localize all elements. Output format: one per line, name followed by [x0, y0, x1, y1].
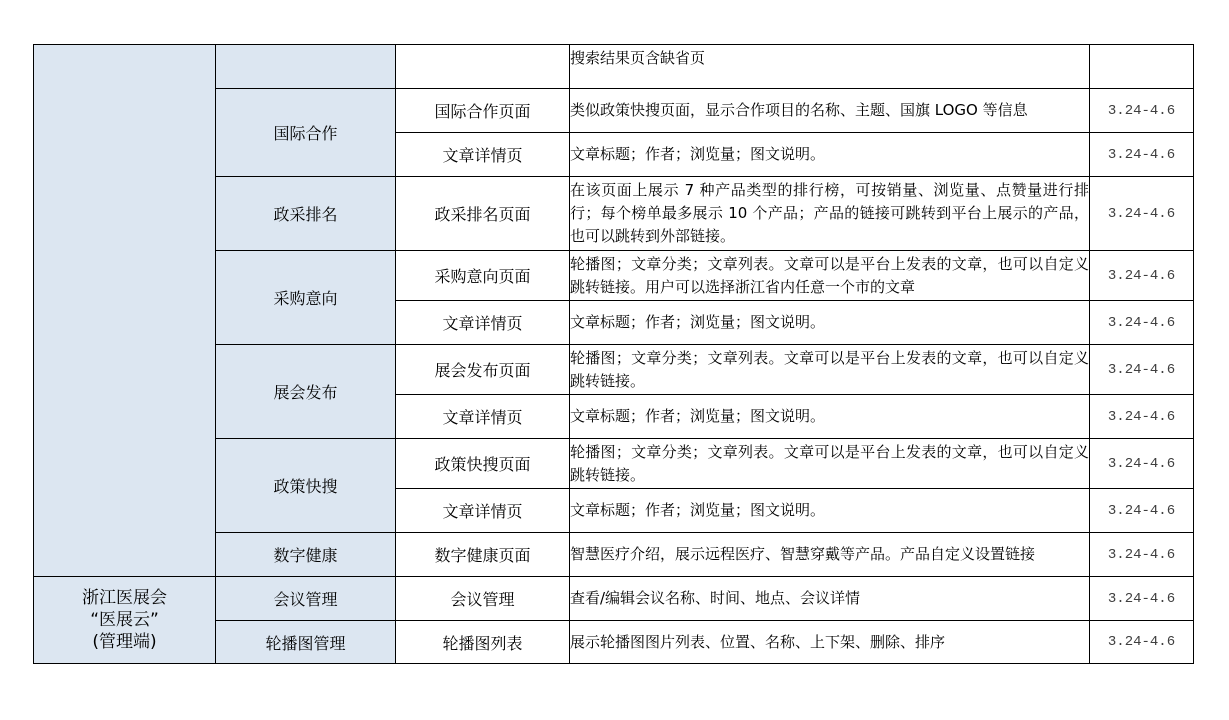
page-name-cell: 会议管理: [396, 577, 570, 621]
description-cell: 文章标题；作者；浏览量；图文说明。: [570, 133, 1090, 177]
description-cell: 搜索结果页含缺省页: [570, 45, 1090, 89]
page-name-cell: 政策快搜页面: [396, 439, 570, 489]
schedule-cell: 3.24-4.6: [1090, 577, 1194, 621]
page-name-cell: 政采排名页面: [396, 177, 570, 251]
platform-name-line: 浙江医展会: [82, 588, 167, 608]
page-name-cell: 国际合作页面: [396, 89, 570, 133]
page-name-cell: [396, 45, 570, 89]
schedule-cell: 3.24-4.6: [1090, 621, 1194, 664]
page-name-cell: 文章详情页: [396, 301, 570, 345]
page-name-cell: 采购意向页面: [396, 251, 570, 301]
platform-name-line: (管理端): [92, 632, 157, 652]
requirements-table: [33, 44, 1194, 664]
schedule-cell: 3.24-4.6: [1090, 133, 1194, 177]
description-cell: 轮播图；文章分类；文章列表。文章可以是平台上发表的文章，也可以自定义跳转链接。用户可以选择浙江省内任意一个市的文章: [570, 251, 1090, 301]
schedule-cell: 3.24-4.6: [1090, 395, 1194, 439]
description-cell: 文章标题；作者；浏览量；图文说明。: [570, 301, 1090, 345]
schedule-cell: 3.24-4.6: [1090, 345, 1194, 395]
table-row: [34, 45, 1194, 89]
schedule-cell: 3.24-4.6: [1090, 251, 1194, 301]
description-cell: 文章标题；作者；浏览量；图文说明。: [570, 395, 1090, 439]
description-cell: 文章标题；作者；浏览量；图文说明。: [570, 489, 1090, 533]
module-cell: 政采排名: [216, 177, 396, 251]
description-cell: 轮播图；文章分类；文章列表。文章可以是平台上发表的文章，也可以自定义跳转链接。: [570, 439, 1090, 489]
module-cell: 政策快搜: [216, 439, 396, 533]
module-cell: [216, 45, 396, 89]
description-cell: 查看/编辑会议名称、时间、地点、会议详情: [570, 577, 1090, 621]
module-cell: 国际合作: [216, 89, 396, 177]
description-cell: 智慧医疗介绍，展示远程医疗、智慧穿戴等产品。产品自定义设置链接: [570, 533, 1090, 577]
page-name-cell: 文章详情页: [396, 489, 570, 533]
description-cell: 类似政策快搜页面，显示合作项目的名称、主题、国旗 LOGO 等信息: [570, 89, 1090, 133]
schedule-cell: 3.24-4.6: [1090, 489, 1194, 533]
page-name-cell: 文章详情页: [396, 395, 570, 439]
table-row: [34, 577, 1194, 621]
page-name-cell: 数字健康页面: [396, 533, 570, 577]
description-cell: 展示轮播图图片列表、位置、名称、上下架、删除、排序: [570, 621, 1090, 664]
schedule-cell: 3.24-4.6: [1090, 533, 1194, 577]
platform-cell: [34, 45, 216, 577]
page-name-cell: 展会发布页面: [396, 345, 570, 395]
schedule-cell: 3.24-4.6: [1090, 439, 1194, 489]
module-cell: 会议管理: [216, 577, 396, 621]
page-name-cell: 文章详情页: [396, 133, 570, 177]
description-cell: 轮播图；文章分类；文章列表。文章可以是平台上发表的文章，也可以自定义跳转链接。: [570, 345, 1090, 395]
module-cell: 数字健康: [216, 533, 396, 577]
schedule-cell: 3.24-4.6: [1090, 177, 1194, 251]
platform-name-line: “医展云”: [90, 610, 159, 630]
page-name-cell: 轮播图列表: [396, 621, 570, 664]
schedule-cell: [1090, 45, 1194, 89]
description-cell: 在该页面上展示 7 种产品类型的排行榜，可按销量、浏览量、点赞量进行排行；每个榜单最多展示 10 个产品；产品的链接可跳转到平台上展示的产品，也可以跳转到外部链接。: [570, 177, 1090, 251]
platform-cell: [34, 577, 216, 664]
module-cell: 采购意向: [216, 251, 396, 345]
module-cell: 轮播图管理: [216, 621, 396, 664]
schedule-cell: 3.24-4.6: [1090, 89, 1194, 133]
module-cell: 展会发布: [216, 345, 396, 439]
schedule-cell: 3.24-4.6: [1090, 301, 1194, 345]
